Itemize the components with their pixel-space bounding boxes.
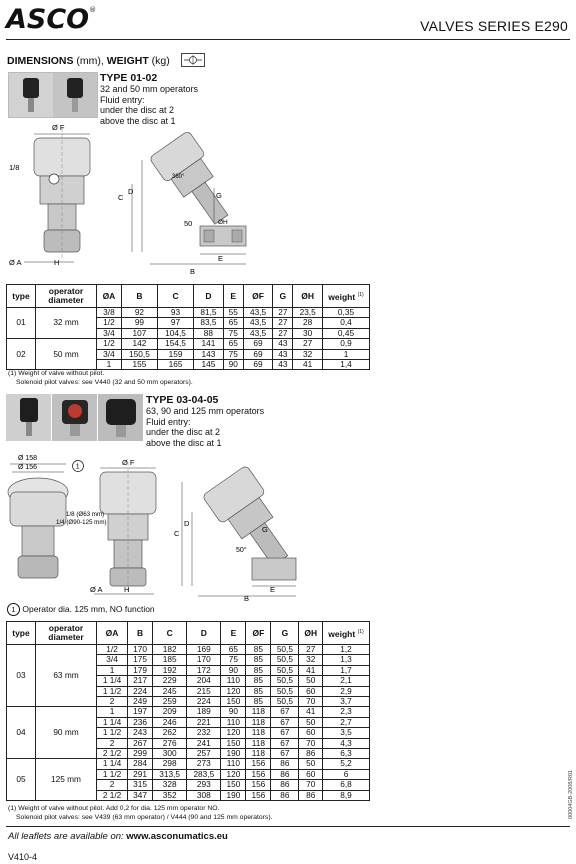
table-cell: 27 bbox=[293, 339, 323, 349]
table-cell: 2 1/2 bbox=[97, 790, 128, 800]
table-cell: 241 bbox=[187, 738, 221, 748]
table-cell: 92 bbox=[121, 308, 157, 318]
table-cell: 143 bbox=[194, 349, 224, 359]
table-cell: 232 bbox=[187, 728, 221, 738]
label-E: E bbox=[218, 254, 224, 263]
table-cell: 179 bbox=[128, 665, 153, 675]
table-cell: 86 bbox=[271, 769, 299, 779]
table-cell: 165 bbox=[157, 360, 193, 370]
table-cell: 86 bbox=[271, 780, 299, 790]
table-cell: 189 bbox=[187, 707, 221, 717]
footer-url-link[interactable]: www.asconumatics.eu bbox=[126, 831, 228, 842]
table-cell: 1,4 bbox=[323, 360, 370, 370]
table-cell: 85 bbox=[246, 697, 271, 707]
type-01-02-description: TYPE 01-02 32 and 50 mm operators Fluid entry: under the disc at 2 above the disc at 1 bbox=[100, 72, 199, 126]
table-cell: 313,5 bbox=[153, 769, 187, 779]
label-D: D bbox=[128, 187, 134, 196]
table-cell: 1,7 bbox=[323, 665, 370, 675]
dimension-drawing-type-01-02 bbox=[4, 118, 264, 280]
table-cell: 145 bbox=[194, 360, 224, 370]
table-cell: 352 bbox=[153, 790, 187, 800]
cell-operator: 90 mm bbox=[36, 707, 97, 759]
table-cell: 267 bbox=[128, 738, 153, 748]
document-code: 00004GB-2008/R01 bbox=[568, 770, 574, 819]
table-cell: 118 bbox=[246, 707, 271, 717]
cell-type: 02 bbox=[7, 339, 36, 370]
table-cell: 1,2 bbox=[323, 645, 370, 655]
scale-icon bbox=[181, 53, 205, 67]
valve-photos-type-01-02 bbox=[8, 72, 98, 118]
table-cell: 2 bbox=[97, 697, 128, 707]
cell-operator: 125 mm bbox=[36, 759, 97, 801]
table-cell: 204 bbox=[187, 676, 221, 686]
asco-logo: ASCO® bbox=[6, 4, 97, 35]
dimension-drawing-type-03-04-05 bbox=[4, 452, 304, 602]
table-cell: 3/4 bbox=[97, 655, 128, 665]
table-cell: 154,5 bbox=[157, 339, 193, 349]
col-oF: ØF bbox=[246, 622, 271, 645]
table-cell: 172 bbox=[187, 665, 221, 675]
table-cell: 86 bbox=[299, 790, 323, 800]
table-cell: 2 1/2 bbox=[97, 749, 128, 759]
table-cell: 1 1/2 bbox=[97, 728, 128, 738]
label-pilot-90-125: 1/4 (Ø90-125 mm) bbox=[56, 519, 107, 526]
table-cell: 2,9 bbox=[323, 686, 370, 696]
table-cell: 257 bbox=[187, 749, 221, 759]
table-cell: 86 bbox=[271, 759, 299, 769]
col-weight: weight $^{(1)}$ bbox=[323, 622, 370, 645]
table-cell: 97 bbox=[157, 318, 193, 328]
label-o158: Ø 158 bbox=[18, 455, 38, 462]
label-oA: Ø A bbox=[9, 258, 22, 267]
table-cell: 50,5 bbox=[271, 665, 299, 675]
table-cell: 347 bbox=[128, 790, 153, 800]
table-cell: 43,5 bbox=[243, 318, 273, 328]
table-cell: 27 bbox=[273, 328, 293, 338]
table-cell: 70 bbox=[299, 780, 323, 790]
table-cell: 107 bbox=[121, 328, 157, 338]
table-row bbox=[7, 339, 370, 349]
table-cell: 67 bbox=[271, 717, 299, 727]
table-cell: 32 bbox=[299, 655, 323, 665]
col-oA: ØA bbox=[97, 285, 122, 308]
table-cell: 249 bbox=[128, 697, 153, 707]
table-cell: 118 bbox=[246, 728, 271, 738]
col-G: G bbox=[271, 622, 299, 645]
table-cell: 197 bbox=[128, 707, 153, 717]
table-cell: 60 bbox=[299, 769, 323, 779]
table-cell: 41 bbox=[299, 707, 323, 717]
col-E: E bbox=[221, 622, 246, 645]
col-D: D bbox=[187, 622, 221, 645]
cell-operator: 32 mm bbox=[36, 308, 97, 339]
type-03-04-05-description: TYPE 03-04-05 63, 90 and 125 mm operators Fluid entry: under the disc at 2 above the disc at 1 bbox=[146, 394, 265, 448]
cell-type: 05 bbox=[7, 759, 36, 801]
table-cell: 1 bbox=[97, 665, 128, 675]
table-cell: 1 bbox=[97, 360, 122, 370]
label-H: H bbox=[54, 258, 60, 267]
table-cell: 5,2 bbox=[323, 759, 370, 769]
table-cell: 27 bbox=[299, 645, 323, 655]
table-cell: 85 bbox=[246, 645, 271, 655]
table-cell: 2 bbox=[97, 738, 128, 748]
table-cell: 118 bbox=[246, 717, 271, 727]
table-cell: 6 bbox=[323, 769, 370, 779]
table-cell: 192 bbox=[153, 665, 187, 675]
table-cell: 43 bbox=[273, 360, 293, 370]
table-cell: 67 bbox=[271, 749, 299, 759]
label-G: G bbox=[216, 191, 222, 200]
table-cell: 75 bbox=[223, 349, 243, 359]
table-cell: 2 bbox=[97, 780, 128, 790]
table-cell: 221 bbox=[187, 717, 221, 727]
table2-notes: (1) Weight of valve without pilot. Add 0,2 for dia. 125 mm operator NO. Solenoid pilot valves: see V439 (63 mm operator) / V444 (90 and 125 mm operators). bbox=[8, 805, 273, 821]
table-cell: 43 bbox=[273, 349, 293, 359]
header-rule bbox=[6, 39, 570, 40]
table-cell: 159 bbox=[157, 349, 193, 359]
table-cell: 28 bbox=[293, 318, 323, 328]
cell-operator: 63 mm bbox=[36, 645, 97, 707]
label-E-2: E bbox=[270, 585, 276, 594]
table-cell: 70 bbox=[299, 697, 323, 707]
table-cell: 236 bbox=[128, 717, 153, 727]
table-cell: 43,5 bbox=[243, 308, 273, 318]
table-cell: 1 1/4 bbox=[97, 676, 128, 686]
table-cell: 215 bbox=[187, 686, 221, 696]
table-cell: 43 bbox=[273, 339, 293, 349]
table-cell: 293 bbox=[187, 780, 221, 790]
table-cell: 1 1/4 bbox=[97, 717, 128, 727]
table-cell: 1/2 bbox=[97, 339, 122, 349]
table-cell: 104,5 bbox=[157, 328, 193, 338]
table-cell: 3/4 bbox=[97, 349, 122, 359]
table1-notes: (1) Weight of valve without pilot. Solenoid pilot valves: see V440 (32 and 50 mm operators). bbox=[8, 370, 193, 386]
table-cell: 65 bbox=[221, 645, 246, 655]
label-C: C bbox=[118, 193, 124, 202]
table-cell: 150 bbox=[221, 780, 246, 790]
table-cell: 217 bbox=[128, 676, 153, 686]
table-cell: 156 bbox=[246, 780, 271, 790]
table-cell: 120 bbox=[221, 769, 246, 779]
operator-note-text: Operator dia. 125 mm, NO function bbox=[22, 604, 155, 614]
table-cell: 67 bbox=[271, 738, 299, 748]
label-fifty-deg: 50° bbox=[236, 547, 247, 554]
footer-text: All leaflets are available on: www.asconumatics.eu bbox=[8, 831, 228, 842]
footer-rule bbox=[6, 826, 570, 827]
dimensions-table-type-01-02 bbox=[6, 284, 370, 370]
table-cell: 259 bbox=[153, 697, 187, 707]
table-row bbox=[7, 759, 370, 769]
table-cell: 50 bbox=[299, 676, 323, 686]
table-row bbox=[7, 645, 370, 655]
table-cell: 142 bbox=[121, 339, 157, 349]
table-cell: 2,3 bbox=[323, 707, 370, 717]
table-cell: 85 bbox=[246, 665, 271, 675]
table-cell: 169 bbox=[187, 645, 221, 655]
col-weight: weight $^{(1)}$ bbox=[323, 285, 370, 308]
operator-note bbox=[7, 603, 155, 616]
table-cell: 273 bbox=[187, 759, 221, 769]
table-cell: 182 bbox=[153, 645, 187, 655]
table-cell: 70 bbox=[299, 738, 323, 748]
table-cell: 120 bbox=[221, 728, 246, 738]
table-cell: 69 bbox=[243, 360, 273, 370]
table-cell: 1 bbox=[323, 349, 370, 359]
table-cell: 60 bbox=[299, 686, 323, 696]
table-cell: 85 bbox=[246, 686, 271, 696]
table-cell: 99 bbox=[121, 318, 157, 328]
col-D: D bbox=[194, 285, 224, 308]
col-E: E bbox=[223, 285, 243, 308]
table-cell: 93 bbox=[157, 308, 193, 318]
table-cell: 190 bbox=[221, 790, 246, 800]
table-cell: 90 bbox=[221, 665, 246, 675]
table-cell: 328 bbox=[153, 780, 187, 790]
table-cell: 90 bbox=[221, 707, 246, 717]
page-number: V410-4 bbox=[8, 852, 38, 862]
table-cell: 86 bbox=[271, 790, 299, 800]
type-01-02-title: TYPE 01-02 bbox=[100, 72, 158, 84]
table-cell: 0,45 bbox=[323, 328, 370, 338]
table-cell: 243 bbox=[128, 728, 153, 738]
label-o156: Ø 156 bbox=[18, 464, 38, 471]
table-cell: 298 bbox=[153, 759, 187, 769]
table-cell: 85 bbox=[246, 655, 271, 665]
table-cell: 32 bbox=[293, 349, 323, 359]
table-cell: 3/8 bbox=[97, 308, 122, 318]
table-cell: 299 bbox=[128, 749, 153, 759]
table-cell: 209 bbox=[153, 707, 187, 717]
table-cell: 118 bbox=[246, 749, 271, 759]
label-oF-2: Ø F bbox=[122, 458, 135, 467]
table-cell: 2,7 bbox=[323, 717, 370, 727]
table-cell: 81,5 bbox=[194, 308, 224, 318]
table-cell: 1/2 bbox=[97, 318, 122, 328]
table-cell: 120 bbox=[221, 686, 246, 696]
table-cell: 27 bbox=[273, 318, 293, 328]
section-heading: DIMENSIONS (mm), WEIGHT (kg) bbox=[7, 55, 170, 67]
table-cell: 170 bbox=[187, 655, 221, 665]
dimensions-table-type-03-04-05 bbox=[6, 621, 370, 801]
table-cell: 50 bbox=[299, 717, 323, 727]
table-cell: 43,5 bbox=[243, 328, 273, 338]
col-G: G bbox=[273, 285, 293, 308]
cell-type: 01 bbox=[7, 308, 36, 339]
label-D-2: D bbox=[184, 519, 190, 528]
table-cell: 110 bbox=[221, 717, 246, 727]
table-cell: 283,5 bbox=[187, 769, 221, 779]
table-cell: 0,9 bbox=[323, 339, 370, 349]
table-cell: 75 bbox=[223, 328, 243, 338]
table-cell: 2,1 bbox=[323, 676, 370, 686]
table-cell: 75 bbox=[221, 655, 246, 665]
table-cell: 185 bbox=[153, 655, 187, 665]
table-cell: 156 bbox=[246, 790, 271, 800]
table-row bbox=[7, 707, 370, 717]
table-cell: 3,7 bbox=[323, 697, 370, 707]
table-cell: 41 bbox=[293, 360, 323, 370]
table-cell: 50,5 bbox=[271, 655, 299, 665]
valve-photos-type-03-04-05 bbox=[6, 394, 143, 441]
table-cell: 83,5 bbox=[194, 318, 224, 328]
cell-type: 03 bbox=[7, 645, 36, 707]
table-cell: 300 bbox=[153, 749, 187, 759]
table-cell: 170 bbox=[128, 645, 153, 655]
table-cell: 284 bbox=[128, 759, 153, 769]
table-cell: 156 bbox=[246, 759, 271, 769]
table-cell: 85 bbox=[246, 676, 271, 686]
col-C: C bbox=[157, 285, 193, 308]
label-B-2: B bbox=[244, 594, 250, 602]
table-cell: 224 bbox=[187, 697, 221, 707]
table-cell: 150 bbox=[221, 697, 246, 707]
table-cell: 110 bbox=[221, 676, 246, 686]
operator-note-number: 1 bbox=[7, 603, 20, 616]
table-cell: 1/2 bbox=[97, 645, 128, 655]
table-cell: 175 bbox=[128, 655, 153, 665]
label-oA-2: Ø A bbox=[90, 585, 103, 594]
table-cell: 50,5 bbox=[271, 645, 299, 655]
label-one-eighth: 1/8 bbox=[9, 163, 20, 172]
table-cell: 110 bbox=[221, 759, 246, 769]
table-cell: 229 bbox=[153, 676, 187, 686]
col-operator: operator diameter bbox=[36, 285, 97, 308]
table-cell: 0,4 bbox=[323, 318, 370, 328]
table-cell: 0,35 bbox=[323, 308, 370, 318]
table-cell: 3,5 bbox=[323, 728, 370, 738]
label-fifty: 50 bbox=[184, 219, 193, 228]
table-cell: 262 bbox=[153, 728, 187, 738]
table-cell: 308 bbox=[187, 790, 221, 800]
table-cell: 8,9 bbox=[323, 790, 370, 800]
series-title: VALVES SERIES E290 bbox=[420, 18, 568, 34]
table-cell: 276 bbox=[153, 738, 187, 748]
table-cell: 50,5 bbox=[271, 676, 299, 686]
table-cell: 90 bbox=[223, 360, 243, 370]
table-cell: 1 bbox=[97, 707, 128, 717]
col-oH: ØH bbox=[299, 622, 323, 645]
table-cell: 55 bbox=[223, 308, 243, 318]
table-cell: 245 bbox=[153, 686, 187, 696]
col-operator: operator diameter bbox=[36, 622, 97, 645]
table-cell: 69 bbox=[243, 349, 273, 359]
cell-operator: 50 mm bbox=[36, 339, 97, 370]
table-cell: 118 bbox=[246, 738, 271, 748]
table-cell: 291 bbox=[128, 769, 153, 779]
table-cell: 65 bbox=[223, 318, 243, 328]
registered-mark: ® bbox=[89, 6, 97, 14]
table-cell: 50,5 bbox=[271, 697, 299, 707]
type-03-04-05-title: TYPE 03-04-05 bbox=[146, 394, 219, 406]
table-cell: 1 1/4 bbox=[97, 759, 128, 769]
table-cell: 3/4 bbox=[97, 328, 122, 338]
table-cell: 1 1/2 bbox=[97, 686, 128, 696]
label-oH: ØH bbox=[218, 219, 228, 226]
cell-type: 04 bbox=[7, 707, 36, 759]
col-oH: ØH bbox=[293, 285, 323, 308]
table-cell: 60 bbox=[299, 728, 323, 738]
table-row bbox=[7, 308, 370, 318]
table-cell: 4,3 bbox=[323, 738, 370, 748]
col-oF: ØF bbox=[243, 285, 273, 308]
table-cell: 88 bbox=[194, 328, 224, 338]
label-C-2: C bbox=[174, 529, 180, 538]
label-pilot-63: 1/8 (Ø63 mm) bbox=[66, 511, 105, 518]
label-G-2: G bbox=[262, 525, 268, 534]
table-cell: 67 bbox=[271, 728, 299, 738]
table-cell: 141 bbox=[194, 339, 224, 349]
table-cell: 150 bbox=[221, 738, 246, 748]
table-cell: 67 bbox=[271, 707, 299, 717]
table-cell: 190 bbox=[221, 749, 246, 759]
label-angle: 360° bbox=[172, 174, 185, 180]
table-cell: 41 bbox=[299, 665, 323, 675]
label-B: B bbox=[190, 267, 196, 276]
table-cell: 30 bbox=[293, 328, 323, 338]
table-cell: 156 bbox=[246, 769, 271, 779]
table-cell: 6,3 bbox=[323, 749, 370, 759]
table-cell: 23,5 bbox=[293, 308, 323, 318]
table-cell: 65 bbox=[223, 339, 243, 349]
table-cell: 224 bbox=[128, 686, 153, 696]
col-type: type bbox=[7, 622, 36, 645]
label-oF: Ø F bbox=[52, 123, 65, 132]
col-oA: ØA bbox=[97, 622, 128, 645]
table-cell: 69 bbox=[243, 339, 273, 349]
table-cell: 50,5 bbox=[271, 686, 299, 696]
table-cell: 155 bbox=[121, 360, 157, 370]
label-H-2: H bbox=[124, 585, 130, 594]
col-B: B bbox=[128, 622, 153, 645]
col-B: B bbox=[121, 285, 157, 308]
table-cell: 315 bbox=[128, 780, 153, 790]
table-cell: 50 bbox=[299, 759, 323, 769]
table-cell: 6,8 bbox=[323, 780, 370, 790]
table-cell: 246 bbox=[153, 717, 187, 727]
col-type: type bbox=[7, 285, 36, 308]
col-C: C bbox=[153, 622, 187, 645]
table-cell: 86 bbox=[299, 749, 323, 759]
table-cell: 1,3 bbox=[323, 655, 370, 665]
table-cell: 150,5 bbox=[121, 349, 157, 359]
table-cell: 27 bbox=[273, 308, 293, 318]
label-callout-1: 1 bbox=[75, 463, 80, 471]
table-cell: 1 1/2 bbox=[97, 769, 128, 779]
